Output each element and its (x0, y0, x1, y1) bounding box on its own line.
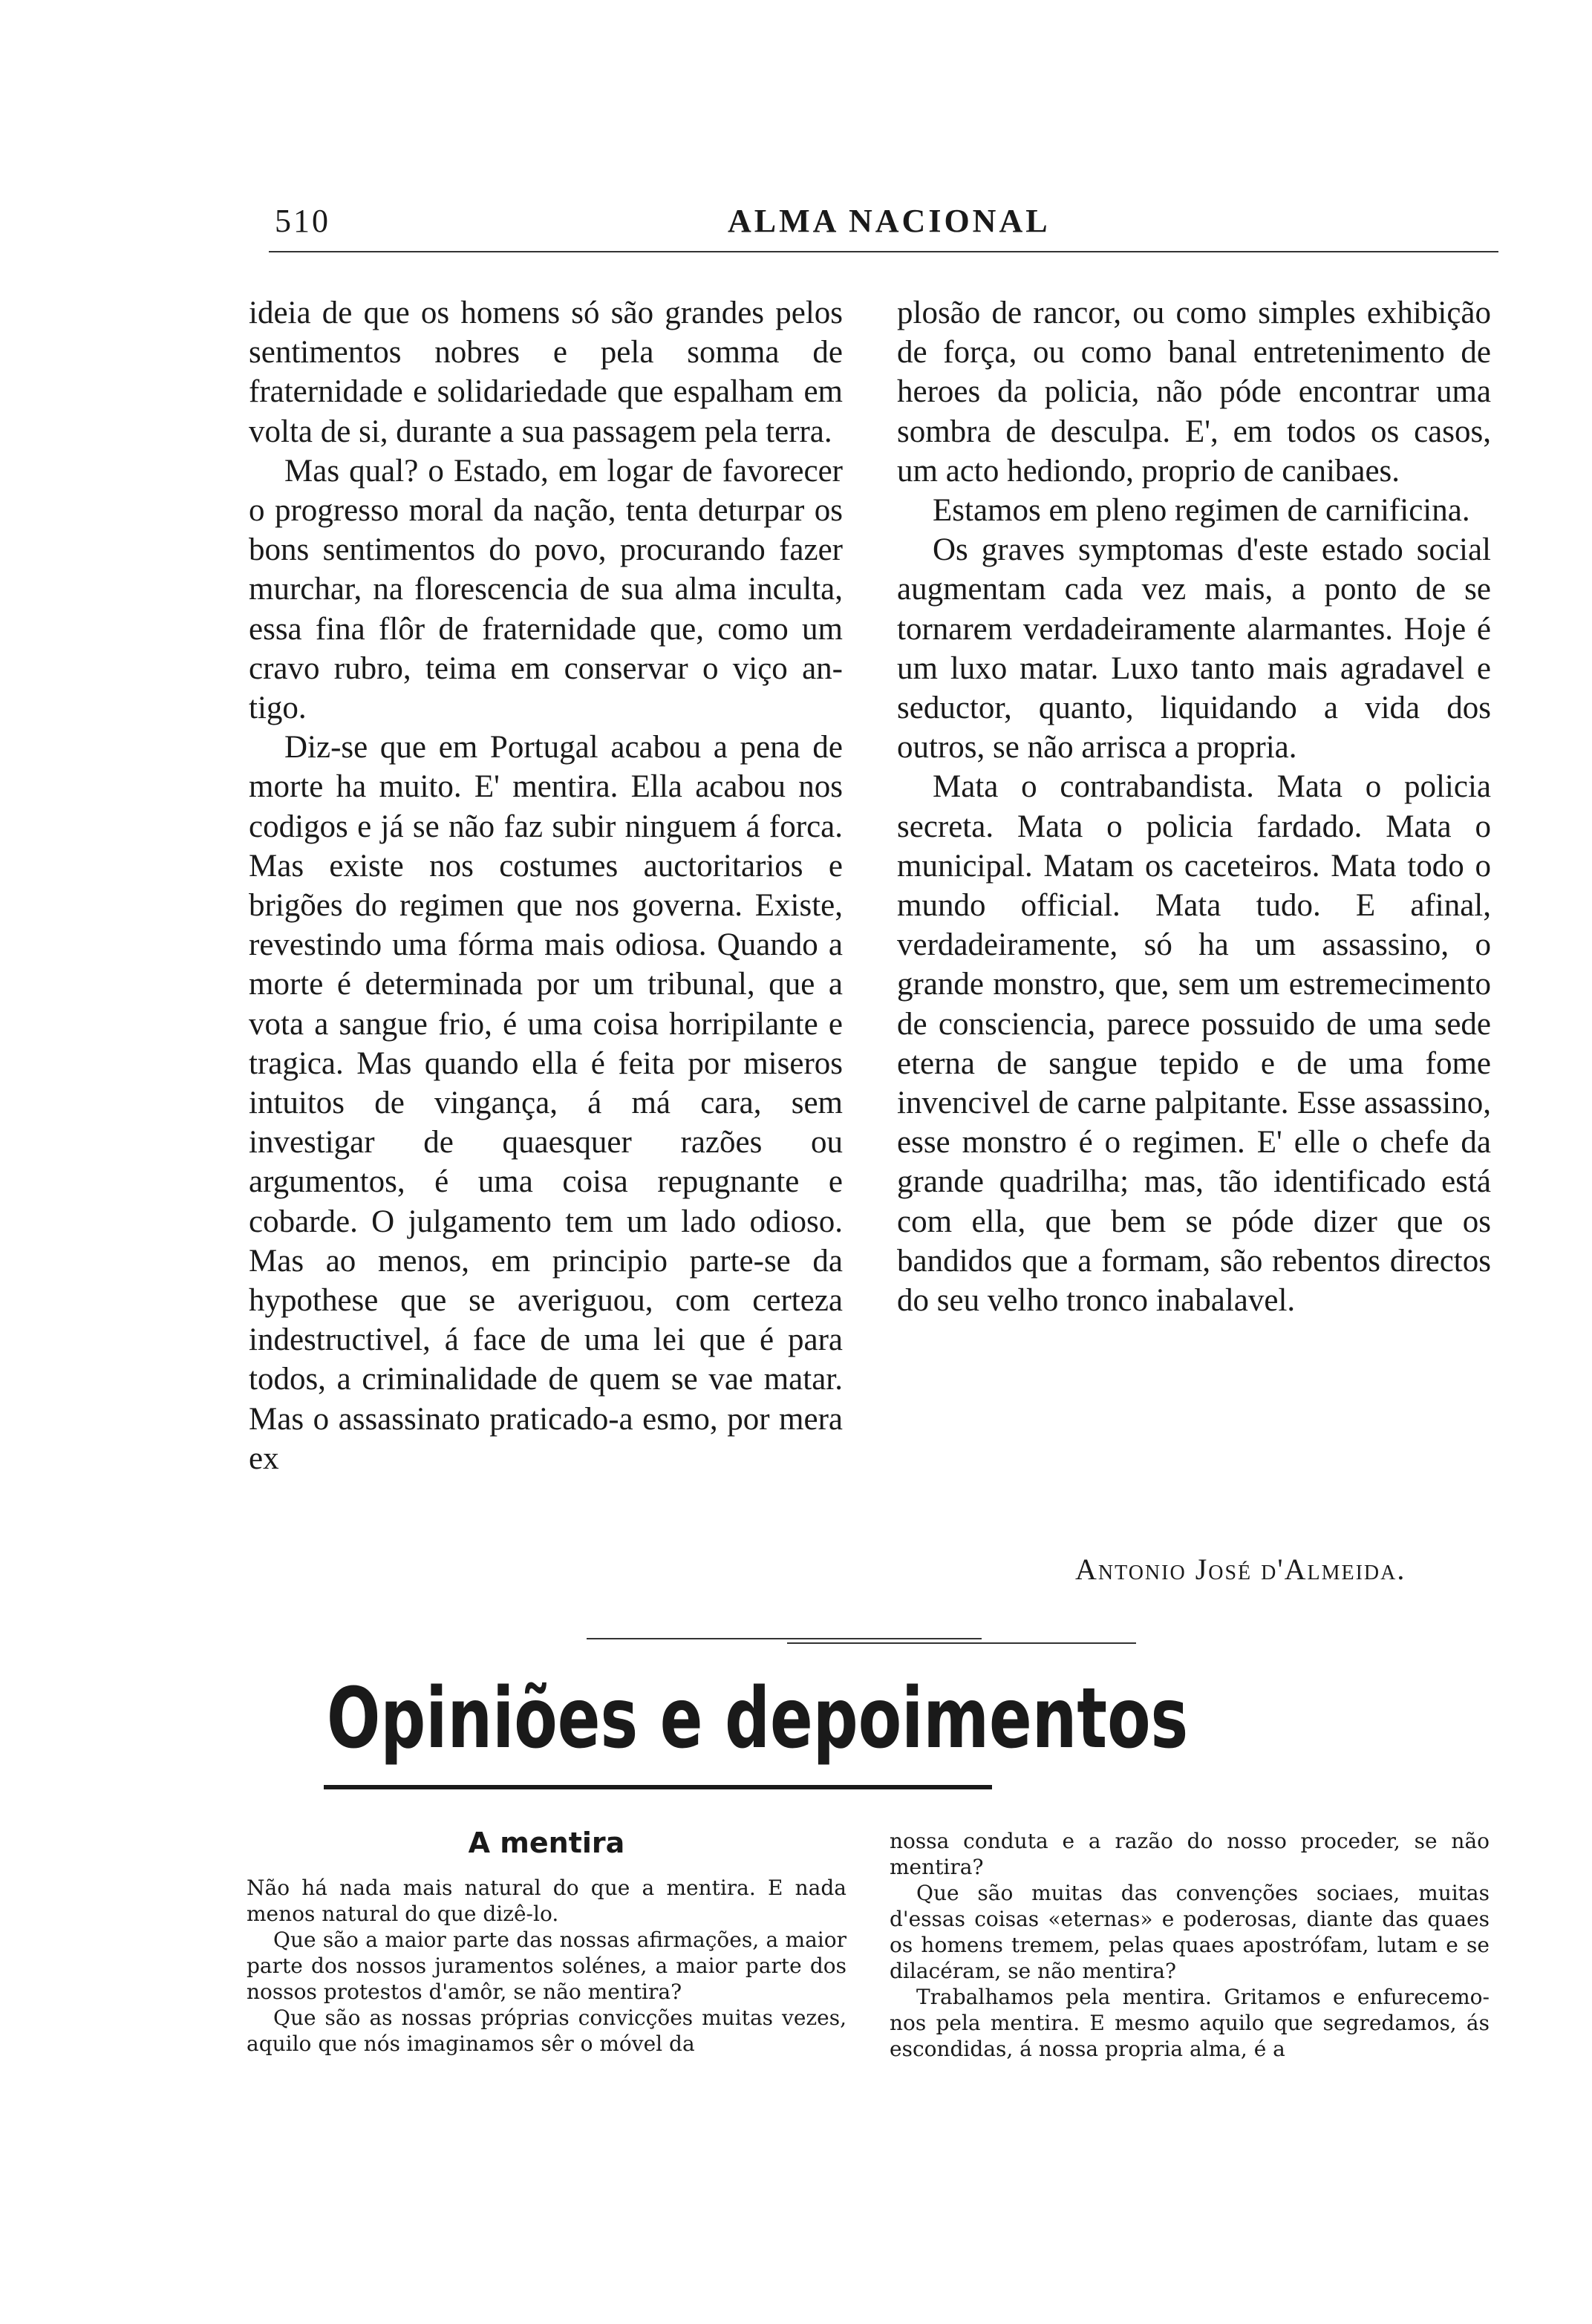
article-column-right (897, 293, 1491, 1320)
paragraph: Que são muitas das convenções sociaes, muitas d'essas coisas «eternas» e poderosas, diante das quaes os homens tremem, pelas quaes apostrófam, lutam e se dilacéram, se não mentira? (890, 1881, 1490, 1983)
paragraph: ideia de que os homens só são grandes pelos sentimentos nobres e pela somma de fraternidade e solidariedade que espalham em volta de si, durante a sua passagem pela terra. (249, 296, 843, 449)
paragraph: Mas qual? o Estado, em logar de favorecer o progresso moral da nação, tenta deturpar os bons sentimentos do povo, procurando fazer murchar, na florescencia de sua alma inculta, essa fina flôr de fraternidade que, como um cravo rubro, teima em conservar o viço antigo. (249, 453, 843, 726)
paragraph: Os graves symptomas d'este estado social augmentam cada vez mais, a ponto de se tornarem verdadeiramente alarmantes. Hoje é um luxo matar. Luxo tanto mais agradavel e seductor, quanto, liquidando a vida dos outros, se não arrisca a propria. (897, 532, 1491, 766)
paragraph: plosão de rancor, ou como simples exhibição de força, ou como banal entretenimento de heroes da policia, não póde encontrar uma sombra de desculpa. E', em todos os casos, um acto hediondo, proprio de canibaes. (897, 296, 1491, 489)
section-column-right (890, 1828, 1490, 2062)
paragraph: Que são a maior parte das nossas afirmações, a maior parte dos nossos juramentos solénes, a maior parte dos nossos protestos d'amôr, se não mentira? (247, 1928, 846, 2004)
section-divider (587, 1638, 982, 1639)
paragraph: Que são as nossas próprias convicções muitas vezes, aquilo que nós imaginamos sêr o móvel da (247, 2005, 846, 2056)
paragraph: Não há nada mais natural do que a mentira. E nada menos natural do que dizê-lo. (247, 1876, 846, 1926)
paragraph: Diz-se que em Portugal acabou a pena de morte ha muito. E' mentira. Ella acabou nos codigos e já se não faz subir ninguem á forca. Mas existe nos costumes auctoritarios e brigões do regimen que nos governa. Existe, revestindo uma fórma mais odiosa. Quando a morte é determinada por um tribunal, que a vota a sangue frio, é uma coisa horripilante e tragica. Mas quando ella é feita por miseros intuitos de vingança, á má cara, sem investigar de quaesquer razões ou argumentos, é uma coisa repugnante e cobarde. O julgamento tem um lado odioso. Mas ao menos, em principio parte-se da hypothese que se averiguou, com certeza indestructivel, á face de uma lei que é para todos, a criminalidade de quem se vae matar. Mas o assassinato praticado-a esmo, por mera ex (249, 730, 843, 1476)
page-number: 510 (275, 203, 330, 239)
section-divider (787, 1642, 1136, 1644)
author-signature: Antonio José d'Almeida. (1075, 1553, 1406, 1586)
section-title: Opiniões e depoimentos (327, 1671, 1189, 1767)
header-rule (269, 251, 1498, 252)
section-title-rule (324, 1785, 992, 1789)
section-column-left (247, 1875, 846, 2057)
paragraph: Estamos em pleno regimen de carnificina. (933, 493, 1470, 529)
paragraph: nossa conduta e a razão do nosso proceder, se não mentira? (890, 1829, 1490, 1879)
paragraph: Trabalhamos pela mentira. Gritamos e enfurecemo-nos pela mentira. E mesmo aquilo que segredamos, ás escondidas, á nossa propria alma, é a (890, 1985, 1490, 2061)
subheading: A mentira (468, 1827, 625, 1859)
running-title: ALMA NACIONAL (728, 203, 1051, 239)
paragraph: Mata o contrabandista. Mata o policia secreta. Mata o policia fardado. Mata o municipal. Matam os caceteiros. Mata todo o mundo official. Mata tudo. E afinal, verdadeiramente, só ha um assassino, o grande monstro, que, sem um estremecimento de consciencia, parece possuido de uma sede eterna de sangue tepido e de uma fome invencivel de carne palpitante. Esse assassino, esse monstro é o regimen. E' elle o chefe da grande quadrilha; mas, tão identificado está com ella, que bem se póde dizer que os bandidos que a formam, são rebentos directos do seu velho tronco inabalavel. (897, 769, 1491, 1319)
article-column-left (249, 293, 843, 1478)
